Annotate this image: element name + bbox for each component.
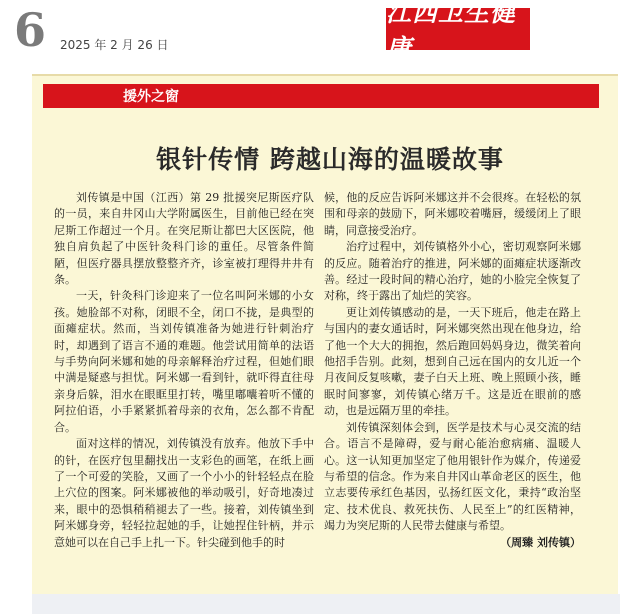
page-header	[0, 0, 620, 63]
article-title: 银针传情 跨越山海的温暖故事	[156, 145, 504, 174]
issue-date: 2025 年 2 月 26 日	[60, 38, 169, 52]
article-column-left	[54, 190, 314, 551]
masthead-logo: 江西卫生健康	[386, 8, 530, 50]
paragraph: 候，他的反应告诉阿米娜这并不会很疼。在轻松的氛围和母亲的鼓励下，阿米娜咬着嘴唇，缓缓闭上了眼睛，同意接受治疗。	[324, 191, 581, 237]
paragraph: 面对这样的情况，刘传镇没有放弃。他放下手中的针，在医疗包里翻找出一支彩色的画笔，在纸上画了一个可爱的笑脸，又画了一个小小的针轻轻点在脸上穴位的图案。阿米娜被他的举动吸引，好奇地凑过来，眼中的恐惧稍稍褪去了一些。接着，刘传镇坐到阿米娜身旁，轻轻拉起她的手，让她捏住针柄，并示意她可以在自己手上扎一下。针尖碰到他手的时	[54, 437, 314, 549]
paragraph: 刘传镇是中国（江西）第 29 批援突尼斯医疗队的一员，来自井冈山大学附属医生，目前他已经在突尼斯工作超过一个月。在突尼斯让都巴大区医院，他独自肩负起了中医针灸科门诊的重任。尽管条件简陋，但医疗器具摆放整整齐齐，诊室被打理得井井有条。	[54, 191, 314, 287]
article-column-right	[324, 190, 581, 551]
section-banner	[43, 84, 599, 108]
paragraph: 一天，针灸科门诊迎来了一位名叫阿米娜的小女孩。她脸部不对称，闭眼不全，闭口不拢，是典型的面瘫症状。然而，当刘传镇准备为她进行针刺治疗时，却遇到了语言不通的难题。他尝试用简单的法语与手势向阿米娜和她的母亲解释治疗过程，但她们眼中满是疑惑与担忧。阿米娜一看到针，就吓得直往母亲身后躲，泪水在眼眶里打转，嘴里嘟囔着听不懂的阿拉伯语，小手紧紧抓着母亲的衣角，怎么都不肯配合。	[54, 289, 314, 434]
byline: （周臻 刘传镇）	[500, 535, 581, 549]
footer-strip	[32, 594, 620, 614]
page-number: 6	[14, 3, 47, 57]
paragraph: 更让刘传镇感动的是，一天下班后，他走在路上与国内的妻女通话时，阿米娜突然出现在他身边，给了他一个大大的拥抱，然后跑回妈妈身边，微笑着向他招手告别。此刻，想到自己远在国内的女儿近一个月夜间反复咳嗽，妻子白天上班、晚上照顾小孩，睡眠时间寥寥，刘传镇心绪万千。这是近在眼前的感动，也是远隔万里的牵挂。	[324, 305, 581, 418]
paragraph: 治疗过程中，刘传镇格外小心，密切观察阿米娜的反应。随着治疗的推进，阿米娜的面瘫症状逐渐改善。经过一段时间的精心治疗，她的小脸完全恢复了对称，终于露出了灿烂的笑容。	[324, 240, 581, 303]
paragraph: 刘传镇深刻体会到，医学是技术与心灵交流的结合。语言不是障碍，爱与耐心能治愈病痛、温暖人心。这一认知更加坚定了他用银针作为媒介，传递爱与希望的信念。作为来自井冈山革命老区的医生，他立志要传承红色基因，弘扬红医文化，秉持“政治坚定、技术优良、救死扶伤、人民至上”的红医精神，竭力为突尼斯的人民带去健康与希望。	[324, 420, 581, 533]
section-label: 援外之窗	[123, 89, 179, 105]
